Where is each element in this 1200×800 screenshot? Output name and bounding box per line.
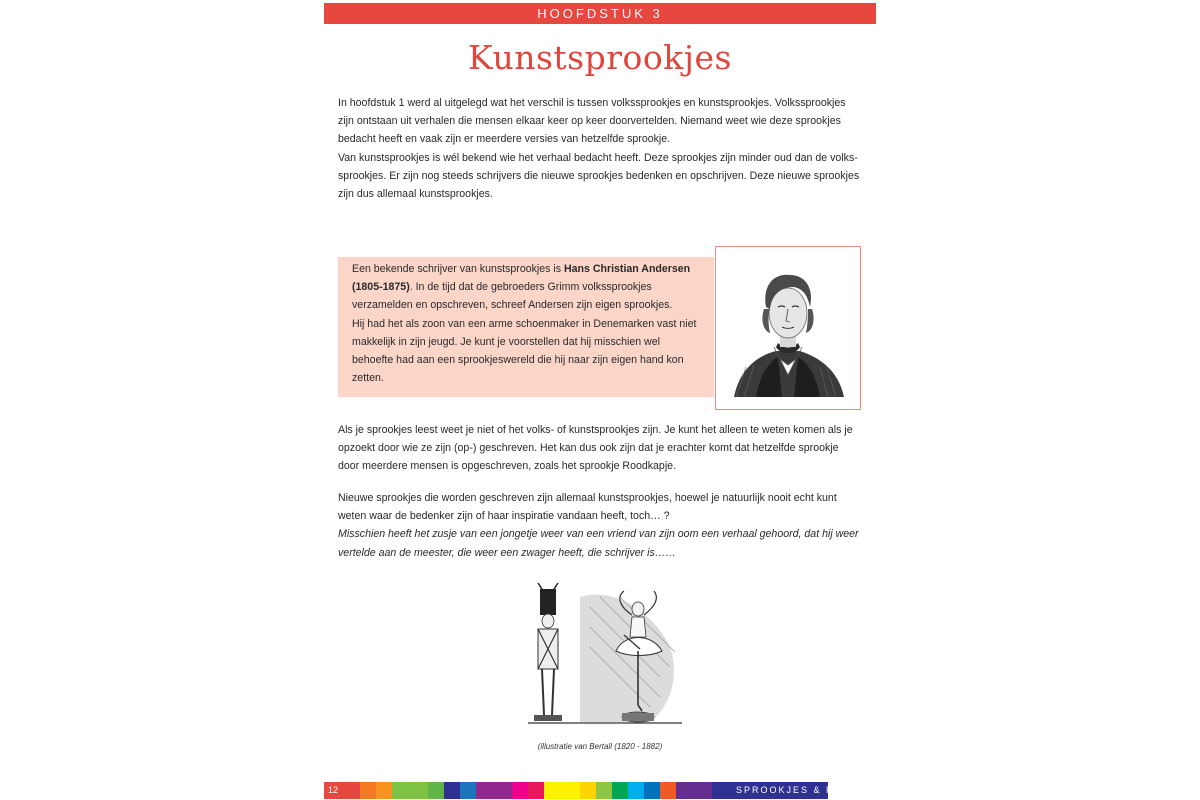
footer-color-segment (628, 782, 644, 799)
footer-color-segment (676, 782, 712, 799)
andersen-name: Hans Christian Andersen (1805-1875) (352, 263, 691, 294)
page-title: Kunstsprookjes (468, 38, 732, 77)
footer-book-title: SPROOKJES & FABELS (735, 785, 872, 795)
body-paragraph-3-italic: Misschien heeft het zusje van een jongetje weer van een vriend van zijn oom een verhaal gehoord, dat hij weer vertelde aan de meester, die weer een zwager heeft, die schrijver is…… (338, 528, 859, 559)
footer-color-segment (376, 782, 392, 799)
andersen-portrait (715, 246, 861, 410)
footer-color-segment (544, 782, 580, 799)
box-rest: . In de tijd dat de gebroeders Grimm volkssprookjes verzamelden en opschreven, schreef Andersen zijn eigen sprookjes. (352, 281, 673, 312)
footer-color-segment (612, 782, 628, 799)
intro-text: In hoofdstuk 1 werd al uitgelegd wat het verschil is tussen volkssprookjes en kunstsprookjes. Volkssprookjes zijn ontstaan uit verhalen die mensen elkaar keer op keer doorvertelden. Niemand weet wie deze sprookjes bedacht heeft en vaak zijn er meerdere versies van hetzelfde sprookje. (338, 97, 846, 146)
footer-color-segment (512, 782, 528, 799)
chapter-label: HOOFDSTUK 3 (537, 6, 663, 21)
andersen-text (352, 260, 704, 387)
footer-color-segment (528, 782, 544, 799)
illustration-caption: (illustratie van Bertall (1820 - 1882) (537, 742, 663, 751)
intro-paragraph (338, 94, 862, 203)
footer-color-segment (460, 782, 476, 799)
portrait-drawing (716, 247, 860, 409)
footer-color-segment (428, 782, 444, 799)
footer-color-segment (644, 782, 660, 799)
illustration-drawing (520, 577, 690, 741)
footer-color-segment (596, 782, 612, 799)
chapter-header-bar (324, 3, 876, 24)
page-number: 12 (328, 785, 339, 795)
intro-text-2: Van kunstsprookjes is wél bekend wie het verhaal bedacht heeft. Deze sprookjes zijn minder oud dan de volks-sprookjes. Er zijn nog steeds schrijvers die nieuwe sprookjes bedenken en opschrijven. Deze nieuwe sprookjes zijn dus allemaal kunstsprookjes. (338, 151, 860, 201)
footer-color-segment (392, 782, 428, 799)
footer-color-segment (360, 782, 376, 799)
body-paragraph-3-text: Nieuwe sprookjes die worden geschreven zijn allemaal kunstsprookjes, hoewel je natuurlijk nooit echt kunt weten waar de bedenker zijn of haar inspiratie vandaan heeft, toch… ? (338, 492, 837, 523)
footer-color-segment (660, 782, 676, 799)
footer-color-segment (476, 782, 512, 799)
soldier-ballerina-illustration (520, 577, 690, 741)
body-paragraph-2: Als je sprookjes leest weet je niet of het volks- of kunstsprookjes zijn. Je kunt het alleen te weten komen als je opzoekt door wie ze zijn (op-) geschreven. Het kan dus ook zijn dat je erachter komt dat hetzelfde sprookje door meerdere mensen is opgeschreven, zoals het sprookje Roodkapje. (338, 424, 853, 473)
box-lead: Een bekende schrijver van kunstsprookjes is (352, 263, 564, 275)
footer-color-segment (444, 782, 460, 799)
page (324, 0, 876, 800)
box-text-2: Hij had het als zoon van een arme schoenmaker in Denemarken vast niet makkelijk in zijn jeugd. Je kunt je voorstellen dat hij misschien wel behoefte had aan een sprookjeswereld die hij naar zijn eigen hand kon zetten. (352, 317, 697, 385)
footer-color-segment (580, 782, 596, 799)
body-paragraph-3 (338, 489, 862, 562)
